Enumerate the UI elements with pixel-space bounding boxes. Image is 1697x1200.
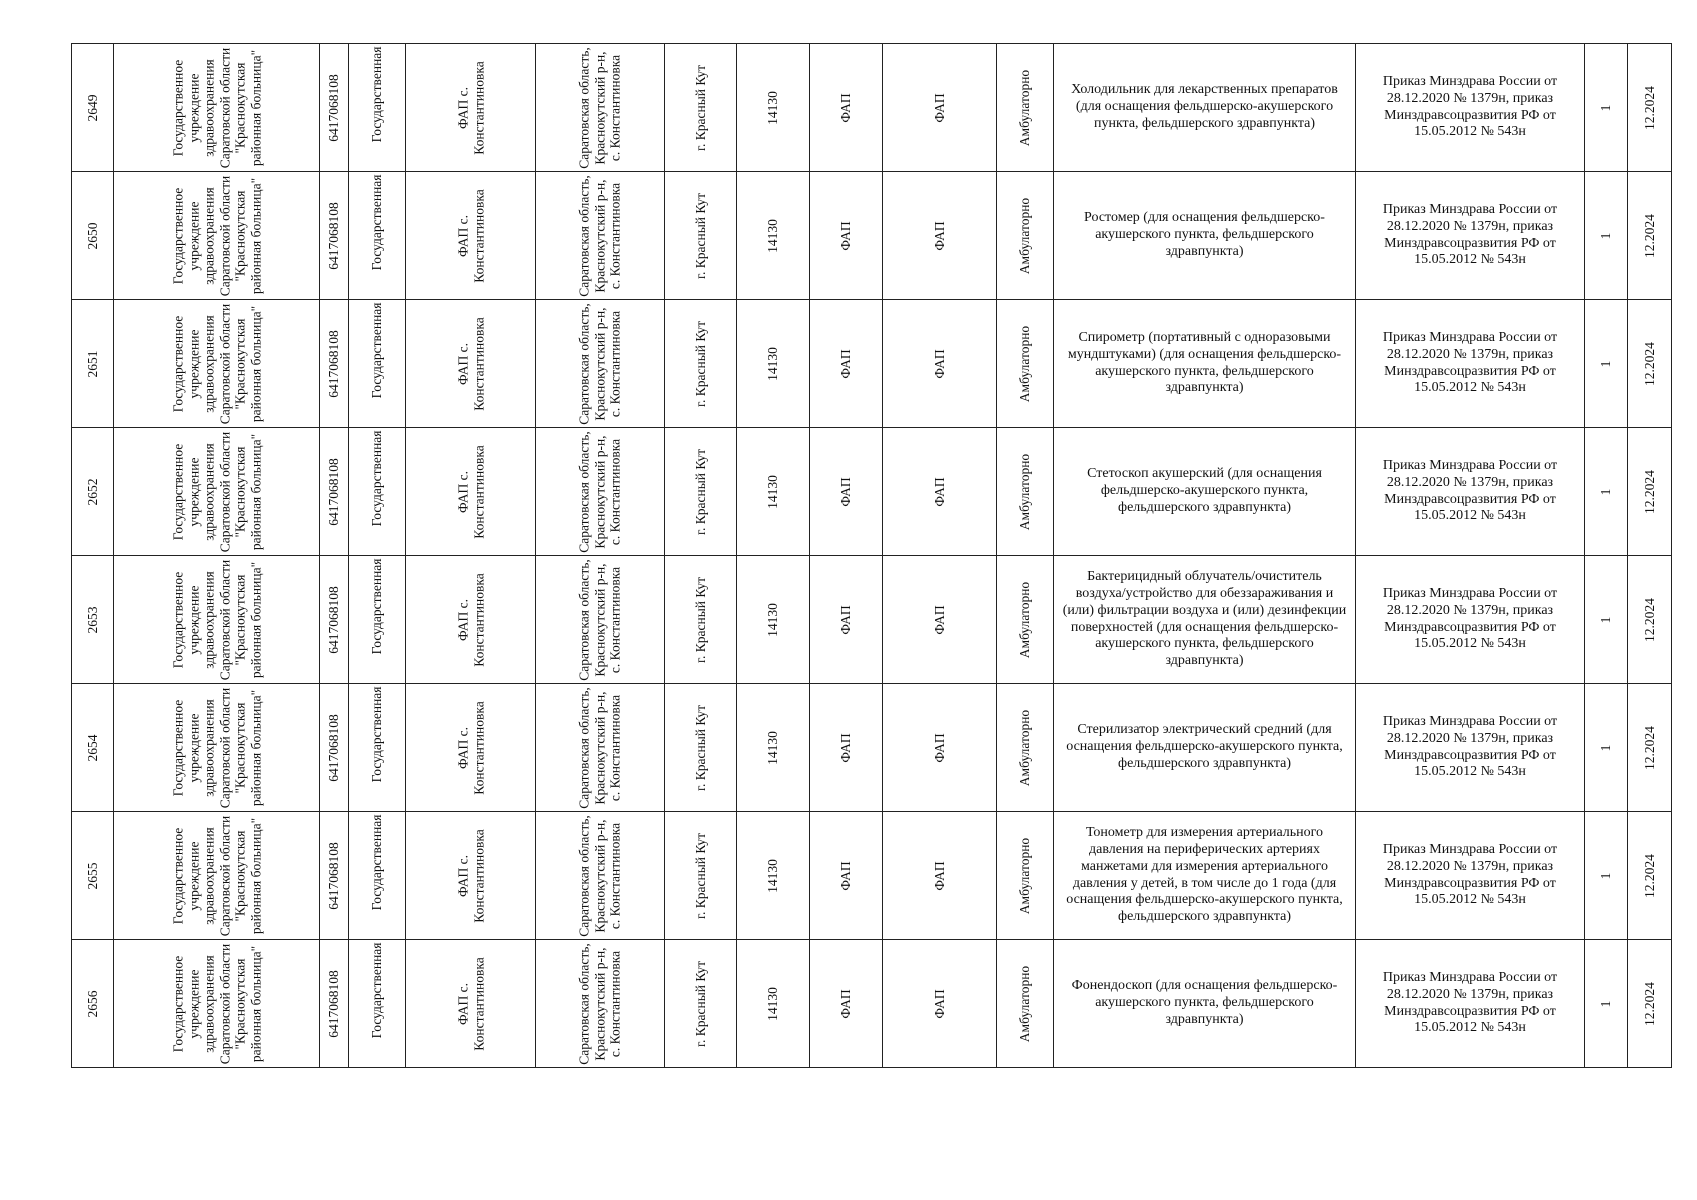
address-value: Саратовская область, Краснокутский р-н, с. Константиновка bbox=[576, 942, 623, 1065]
date-value: 12.2024 bbox=[1641, 213, 1657, 258]
ownership-cell bbox=[349, 428, 406, 556]
address-value: Саратовская область, Краснокутский р-н, с. Константиновка bbox=[576, 302, 623, 425]
address-value: Саратовская область, Краснокутский р-н, с. Константиновка bbox=[576, 46, 623, 169]
quantity-value: 1 bbox=[1598, 744, 1614, 751]
care-value: Амбулаторно bbox=[1017, 325, 1033, 402]
equipment-description: Фонендоскоп (для оснащения фельдшерско-акушерского пункта, фельдшерского здравпункта) bbox=[1071, 978, 1338, 1027]
quantity-cell bbox=[1585, 684, 1628, 812]
care-cell bbox=[997, 684, 1054, 812]
order-cell bbox=[1356, 812, 1585, 940]
row-number-cell bbox=[72, 556, 114, 684]
locality-value: г. Красный Кут bbox=[692, 704, 708, 791]
address-cell bbox=[536, 172, 665, 300]
code-value: 14130 bbox=[765, 730, 781, 765]
type2-value: ФАП bbox=[931, 860, 947, 891]
type1-cell bbox=[810, 556, 883, 684]
equipment-cell bbox=[1054, 300, 1356, 428]
locality-cell bbox=[665, 428, 737, 556]
date-cell bbox=[1628, 812, 1672, 940]
type2-value: ФАП bbox=[931, 604, 947, 635]
ownership-cell bbox=[349, 172, 406, 300]
type1-cell bbox=[810, 940, 883, 1068]
order-reference: Приказ Минздрава России от 28.12.2020 № 1379н, приказ Минздравсоцразвития РФ от 15.05.2012 № 543н bbox=[1382, 969, 1558, 1036]
equipment-description: Стерилизатор электрический средний (для оснащения фельдшерско-акушерского пункта, фельдшерского здравпункта) bbox=[1066, 722, 1343, 771]
quantity-value: 1 bbox=[1598, 232, 1614, 239]
ownership-value: Государственная bbox=[369, 430, 385, 526]
facility-cell bbox=[406, 172, 536, 300]
order-cell bbox=[1356, 940, 1585, 1068]
type1-cell bbox=[810, 300, 883, 428]
equipment-description: Холодильник для лекарственных препаратов (для оснащения фельдшерско-акушерского пункта, фельдшерского здравпункта) bbox=[1071, 82, 1338, 131]
order-reference: Приказ Минздрава России от 28.12.2020 № 1379н, приказ Минздравсоцразвития РФ от 15.05.2012 № 543н bbox=[1382, 457, 1558, 524]
inn-value: 6417068108 bbox=[326, 969, 342, 1038]
quantity-value: 1 bbox=[1598, 616, 1614, 623]
order-cell bbox=[1356, 44, 1585, 172]
ownership-cell bbox=[349, 684, 406, 812]
care-value: Амбулаторно bbox=[1017, 965, 1033, 1042]
date-cell bbox=[1628, 556, 1672, 684]
equipment-description: Тонометр для измерения артериального давления на периферических артериях манжетами для измерения артериального давления у детей, в том числе до 1 года (для оснащения фельдшерско-акушерского пункта, фельдшерского здравпункта) bbox=[1066, 825, 1343, 925]
row-number: 2654 bbox=[84, 734, 100, 761]
table-row bbox=[72, 556, 1672, 684]
equipment-cell bbox=[1054, 172, 1356, 300]
locality-cell bbox=[665, 556, 737, 684]
type2-cell bbox=[883, 812, 997, 940]
row-number-cell bbox=[72, 172, 114, 300]
date-value: 12.2024 bbox=[1641, 469, 1657, 514]
care-value: Амбулаторно bbox=[1017, 581, 1033, 658]
inn-value: 6417068108 bbox=[326, 201, 342, 270]
table-body bbox=[72, 44, 1672, 1068]
inn-value: 6417068108 bbox=[326, 841, 342, 910]
row-number-cell bbox=[72, 940, 114, 1068]
type1-cell bbox=[810, 172, 883, 300]
date-cell bbox=[1628, 428, 1672, 556]
ownership-value: Государственная bbox=[369, 302, 385, 398]
inn-value: 6417068108 bbox=[326, 329, 342, 398]
quantity-value: 1 bbox=[1598, 104, 1614, 111]
address-cell bbox=[536, 300, 665, 428]
code-cell bbox=[737, 684, 810, 812]
type1-cell bbox=[810, 44, 883, 172]
address-value: Саратовская область, Краснокутский р-н, с. Константиновка bbox=[576, 174, 623, 297]
code-value: 14130 bbox=[765, 474, 781, 509]
code-cell bbox=[737, 556, 810, 684]
equipment-cell bbox=[1054, 44, 1356, 172]
table-row bbox=[72, 172, 1672, 300]
row-number: 2652 bbox=[84, 478, 100, 505]
facility-name: ФАП с. Константиновка bbox=[454, 828, 486, 923]
locality-value: г. Красный Кут bbox=[692, 960, 708, 1047]
row-number: 2650 bbox=[84, 222, 100, 249]
inn-cell bbox=[320, 44, 349, 172]
type1-value: ФАП bbox=[838, 988, 854, 1019]
ownership-cell bbox=[349, 940, 406, 1068]
date-value: 12.2024 bbox=[1641, 725, 1657, 770]
equipment-cell bbox=[1054, 684, 1356, 812]
institution-cell bbox=[114, 812, 320, 940]
care-cell bbox=[997, 556, 1054, 684]
ownership-value: Государственная bbox=[369, 942, 385, 1038]
institution-name: Государственное учреждение здравоохранения Саратовской области "Краснокутская районная больница" bbox=[169, 431, 263, 552]
code-value: 14130 bbox=[765, 90, 781, 125]
locality-cell bbox=[665, 172, 737, 300]
row-number: 2655 bbox=[84, 862, 100, 889]
date-value: 12.2024 bbox=[1641, 341, 1657, 386]
institution-name: Государственное учреждение здравоохранения Саратовской области "Краснокутская районная больница" bbox=[169, 175, 263, 296]
type1-cell bbox=[810, 684, 883, 812]
type2-cell bbox=[883, 428, 997, 556]
locality-value: г. Красный Кут bbox=[692, 320, 708, 407]
inn-cell bbox=[320, 300, 349, 428]
quantity-value: 1 bbox=[1598, 1000, 1614, 1007]
care-value: Амбулаторно bbox=[1017, 453, 1033, 530]
locality-value: г. Красный Кут bbox=[692, 192, 708, 279]
inn-cell bbox=[320, 940, 349, 1068]
locality-value: г. Красный Кут bbox=[692, 576, 708, 663]
order-reference: Приказ Минздрава России от 28.12.2020 № 1379н, приказ Минздравсоцразвития РФ от 15.05.2012 № 543н bbox=[1382, 201, 1558, 268]
code-value: 14130 bbox=[765, 858, 781, 893]
code-value: 14130 bbox=[765, 218, 781, 253]
address-value: Саратовская область, Краснокутский р-н, с. Константиновка bbox=[576, 558, 623, 681]
inn-value: 6417068108 bbox=[326, 457, 342, 526]
type1-cell bbox=[810, 812, 883, 940]
row-number-cell bbox=[72, 44, 114, 172]
date-cell bbox=[1628, 44, 1672, 172]
type2-value: ФАП bbox=[931, 92, 947, 123]
table-row bbox=[72, 300, 1672, 428]
table-row bbox=[72, 684, 1672, 812]
address-cell bbox=[536, 44, 665, 172]
facility-name: ФАП с. Константиновка bbox=[454, 60, 486, 155]
institution-name: Государственное учреждение здравоохранения Саратовской области "Краснокутская районная больница" bbox=[169, 943, 263, 1064]
equipment-description: Стетоскоп акушерский (для оснащения фельдшерско-акушерского пункта, фельдшерского здравпункта) bbox=[1087, 466, 1322, 515]
type2-cell bbox=[883, 684, 997, 812]
type1-value: ФАП bbox=[838, 604, 854, 635]
facility-cell bbox=[406, 44, 536, 172]
facility-cell bbox=[406, 428, 536, 556]
address-cell bbox=[536, 428, 665, 556]
care-cell bbox=[997, 44, 1054, 172]
ownership-value: Государственная bbox=[369, 46, 385, 142]
institution-cell bbox=[114, 428, 320, 556]
inn-value: 6417068108 bbox=[326, 73, 342, 142]
equipment-description: Бактерицидный облучатель/очиститель воздуха/устройство для обеззараживания и (или) фильтрации воздуха и (или) дезинфекции поверхностей (для оснащения фельдшерско-акушерского пункта, фельдшерского здравпункта) bbox=[1062, 569, 1347, 669]
care-cell bbox=[997, 428, 1054, 556]
quantity-value: 1 bbox=[1598, 872, 1614, 879]
type2-value: ФАП bbox=[931, 732, 947, 763]
quantity-cell bbox=[1585, 44, 1628, 172]
locality-cell bbox=[665, 300, 737, 428]
equipment-description: Ростомер (для оснащения фельдшерско-акушерского пункта, фельдшерского здравпункта) bbox=[1084, 210, 1325, 259]
locality-cell bbox=[665, 812, 737, 940]
facility-cell bbox=[406, 556, 536, 684]
date-value: 12.2024 bbox=[1641, 85, 1657, 130]
ownership-value: Государственная bbox=[369, 686, 385, 782]
address-cell bbox=[536, 812, 665, 940]
ownership-value: Государственная bbox=[369, 558, 385, 654]
institution-name: Государственное учреждение здравоохранения Саратовской области "Краснокутская районная больница" bbox=[169, 47, 263, 168]
ownership-cell bbox=[349, 812, 406, 940]
equipment-cell bbox=[1054, 812, 1356, 940]
institution-name: Государственное учреждение здравоохранения Саратовской области "Краснокутская районная больница" bbox=[169, 303, 263, 424]
institution-cell bbox=[114, 684, 320, 812]
type2-value: ФАП bbox=[931, 348, 947, 379]
date-cell bbox=[1628, 940, 1672, 1068]
care-value: Амбулаторно bbox=[1017, 837, 1033, 914]
address-cell bbox=[536, 684, 665, 812]
facility-name: ФАП с. Константиновка bbox=[454, 444, 486, 539]
address-value: Саратовская область, Краснокутский р-н, с. Константиновка bbox=[576, 686, 623, 809]
code-cell bbox=[737, 428, 810, 556]
code-cell bbox=[737, 44, 810, 172]
row-number: 2656 bbox=[84, 990, 100, 1017]
row-number-cell bbox=[72, 300, 114, 428]
code-value: 14130 bbox=[765, 346, 781, 381]
care-cell bbox=[997, 812, 1054, 940]
quantity-cell bbox=[1585, 172, 1628, 300]
type1-cell bbox=[810, 428, 883, 556]
inn-cell bbox=[320, 812, 349, 940]
code-value: 14130 bbox=[765, 602, 781, 637]
type2-cell bbox=[883, 172, 997, 300]
type2-value: ФАП bbox=[931, 220, 947, 251]
facility-name: ФАП с. Константиновка bbox=[454, 188, 486, 283]
order-cell bbox=[1356, 172, 1585, 300]
facility-cell bbox=[406, 812, 536, 940]
care-value: Амбулаторно bbox=[1017, 197, 1033, 274]
institution-name: Государственное учреждение здравоохранения Саратовской области "Краснокутская районная больница" bbox=[169, 687, 263, 808]
table-row bbox=[72, 428, 1672, 556]
quantity-value: 1 bbox=[1598, 488, 1614, 495]
facility-cell bbox=[406, 940, 536, 1068]
order-cell bbox=[1356, 428, 1585, 556]
order-reference: Приказ Минздрава России от 28.12.2020 № 1379н, приказ Минздравсоцразвития РФ от 15.05.2012 № 543н bbox=[1382, 585, 1558, 652]
ownership-cell bbox=[349, 44, 406, 172]
table-row bbox=[72, 940, 1672, 1068]
inn-cell bbox=[320, 556, 349, 684]
institution-name: Государственное учреждение здравоохранения Саратовской области "Краснокутская районная больница" bbox=[169, 815, 263, 936]
row-number-cell bbox=[72, 812, 114, 940]
type1-value: ФАП bbox=[838, 348, 854, 379]
equipment-cell bbox=[1054, 556, 1356, 684]
type1-value: ФАП bbox=[838, 476, 854, 507]
address-cell bbox=[536, 940, 665, 1068]
equipment-table bbox=[71, 43, 1672, 1068]
quantity-cell bbox=[1585, 940, 1628, 1068]
equipment-cell bbox=[1054, 428, 1356, 556]
care-cell bbox=[997, 940, 1054, 1068]
care-value: Амбулаторно bbox=[1017, 69, 1033, 146]
facility-name: ФАП с. Константиновка bbox=[454, 316, 486, 411]
ownership-value: Государственная bbox=[369, 174, 385, 270]
institution-cell bbox=[114, 940, 320, 1068]
address-value: Саратовская область, Краснокутский р-н, с. Константиновка bbox=[576, 814, 623, 937]
care-cell bbox=[997, 172, 1054, 300]
care-value: Амбулаторно bbox=[1017, 709, 1033, 786]
locality-value: г. Красный Кут bbox=[692, 832, 708, 919]
facility-name: ФАП с. Константиновка bbox=[454, 572, 486, 667]
order-cell bbox=[1356, 556, 1585, 684]
row-number: 2651 bbox=[84, 350, 100, 377]
code-cell bbox=[737, 300, 810, 428]
type2-cell bbox=[883, 300, 997, 428]
institution-name: Государственное учреждение здравоохранения Саратовской области "Краснокутская районная больница" bbox=[169, 559, 263, 680]
row-number-cell bbox=[72, 428, 114, 556]
order-reference: Приказ Минздрава России от 28.12.2020 № 1379н, приказ Минздравсоцразвития РФ от 15.05.2012 № 543н bbox=[1382, 713, 1558, 780]
row-number-cell bbox=[72, 684, 114, 812]
type1-value: ФАП bbox=[838, 732, 854, 763]
type2-value: ФАП bbox=[931, 476, 947, 507]
type1-value: ФАП bbox=[838, 860, 854, 891]
inn-cell bbox=[320, 684, 349, 812]
date-cell bbox=[1628, 300, 1672, 428]
row-number: 2653 bbox=[84, 606, 100, 633]
date-value: 12.2024 bbox=[1641, 853, 1657, 898]
ownership-value: Государственная bbox=[369, 814, 385, 910]
inn-value: 6417068108 bbox=[326, 713, 342, 782]
equipment-description: Спирометр (портативный с одноразовыми мундштуками) (для оснащения фельдшерско-акушерского пункта, фельдшерского здравпункта) bbox=[1067, 329, 1342, 396]
quantity-cell bbox=[1585, 556, 1628, 684]
inn-cell bbox=[320, 428, 349, 556]
code-cell bbox=[737, 940, 810, 1068]
type1-value: ФАП bbox=[838, 92, 854, 123]
date-value: 12.2024 bbox=[1641, 981, 1657, 1026]
date-cell bbox=[1628, 172, 1672, 300]
locality-cell bbox=[665, 940, 737, 1068]
order-cell bbox=[1356, 684, 1585, 812]
order-reference: Приказ Минздрава России от 28.12.2020 № 1379н, приказ Минздравсоцразвития РФ от 15.05.2012 № 543н bbox=[1382, 329, 1558, 396]
code-value: 14130 bbox=[765, 986, 781, 1021]
ownership-cell bbox=[349, 300, 406, 428]
institution-cell bbox=[114, 556, 320, 684]
facility-cell bbox=[406, 684, 536, 812]
ownership-cell bbox=[349, 556, 406, 684]
quantity-cell bbox=[1585, 812, 1628, 940]
type2-cell bbox=[883, 556, 997, 684]
facility-name: ФАП с. Константиновка bbox=[454, 956, 486, 1051]
institution-cell bbox=[114, 172, 320, 300]
quantity-cell bbox=[1585, 428, 1628, 556]
type2-cell bbox=[883, 44, 997, 172]
care-cell bbox=[997, 300, 1054, 428]
inn-value: 6417068108 bbox=[326, 585, 342, 654]
date-cell bbox=[1628, 684, 1672, 812]
date-value: 12.2024 bbox=[1641, 597, 1657, 642]
quantity-cell bbox=[1585, 300, 1628, 428]
address-value: Саратовская область, Краснокутский р-н, с. Константиновка bbox=[576, 430, 623, 553]
type2-cell bbox=[883, 940, 997, 1068]
code-cell bbox=[737, 812, 810, 940]
order-cell bbox=[1356, 300, 1585, 428]
table-row bbox=[72, 44, 1672, 172]
quantity-value: 1 bbox=[1598, 360, 1614, 367]
locality-cell bbox=[665, 44, 737, 172]
equipment-cell bbox=[1054, 940, 1356, 1068]
order-reference: Приказ Минздрава России от 28.12.2020 № 1379н, приказ Минздравсоцразвития РФ от 15.05.2012 № 543н bbox=[1382, 841, 1558, 908]
type1-value: ФАП bbox=[838, 220, 854, 251]
locality-value: г. Красный Кут bbox=[692, 64, 708, 151]
order-reference: Приказ Минздрава России от 28.12.2020 № 1379н, приказ Минздравсоцразвития РФ от 15.05.2012 № 543н bbox=[1382, 73, 1558, 140]
inn-cell bbox=[320, 172, 349, 300]
facility-name: ФАП с. Константиновка bbox=[454, 700, 486, 795]
address-cell bbox=[536, 556, 665, 684]
type2-value: ФАП bbox=[931, 988, 947, 1019]
row-number: 2649 bbox=[84, 94, 100, 121]
table-row bbox=[72, 812, 1672, 940]
institution-cell bbox=[114, 300, 320, 428]
locality-cell bbox=[665, 684, 737, 812]
facility-cell bbox=[406, 300, 536, 428]
code-cell bbox=[737, 172, 810, 300]
institution-cell bbox=[114, 44, 320, 172]
locality-value: г. Красный Кут bbox=[692, 448, 708, 535]
